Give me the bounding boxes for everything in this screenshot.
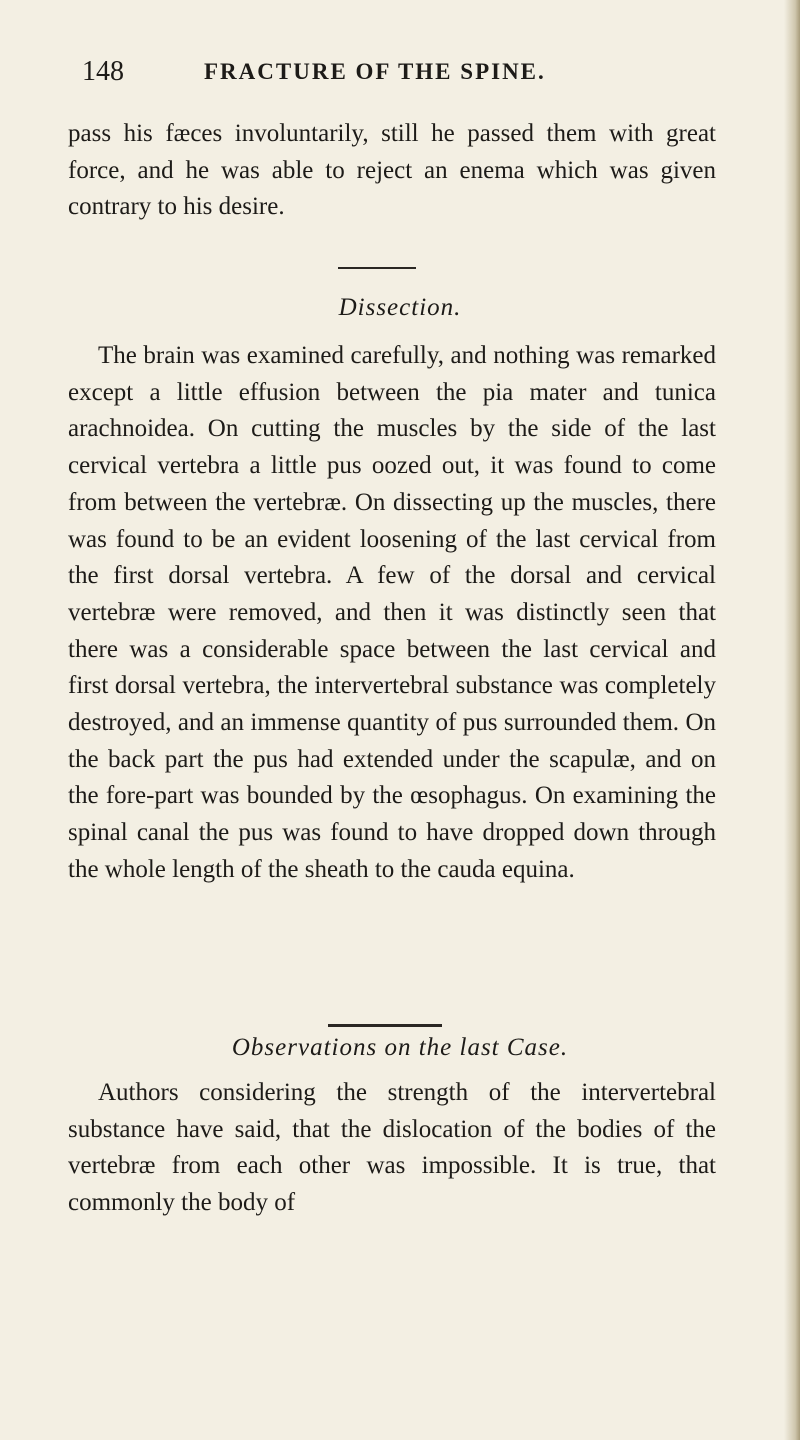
observations-paragraph bbox=[68, 1075, 716, 1222]
section-divider bbox=[338, 267, 416, 269]
opening-text: pass his fæces involuntarily, still he passed them with great force, and he was able to reject an enema which was given contrary to his desire. bbox=[68, 120, 716, 221]
running-head bbox=[82, 56, 722, 96]
observations-text: Authors considering the strength of the intervertebral substance have said, that the dislocation of the bodies of the vertebræ from each other was impossible. It is true, that commonly the body of bbox=[68, 1079, 716, 1217]
dissection-text: The brain was examined carefully, and nothing was remarked except a little effusion between the pia mater and tunica arachnoidea. On cutting the muscles by the side of the last cervical vertebra a little pus oozed out, it was found to come from between the vertebræ. On dissecting up the muscles, there was found to be an evident loosening of the last cervical from the first dorsal vertebra. A few of the dorsal and cervical vertebræ were removed, and then it was distinctly seen that there was a considerable space between the last cervical and first dorsal vertebra, the intervertebral substance was completely destroyed, and an immense quantity of pus surrounded them. On the back part the pus had extended under the scapulæ, and on the fore-part was bounded by the œsophagus. On examining the spinal canal the pus was found to have dropped down through the whole length of the sheath to the cauda equina. bbox=[68, 342, 716, 883]
page-edge-shadow bbox=[784, 0, 800, 1440]
opening-paragraph bbox=[68, 116, 716, 226]
section-divider bbox=[328, 1024, 442, 1027]
running-title: FRACTURE OF THE SPINE. bbox=[204, 59, 546, 84]
page-number: 148 bbox=[82, 56, 124, 87]
dissection-heading: Dissection. bbox=[338, 294, 462, 321]
dissection-paragraph bbox=[68, 338, 716, 889]
observations-heading: Observations on the last Case. bbox=[231, 1034, 569, 1061]
